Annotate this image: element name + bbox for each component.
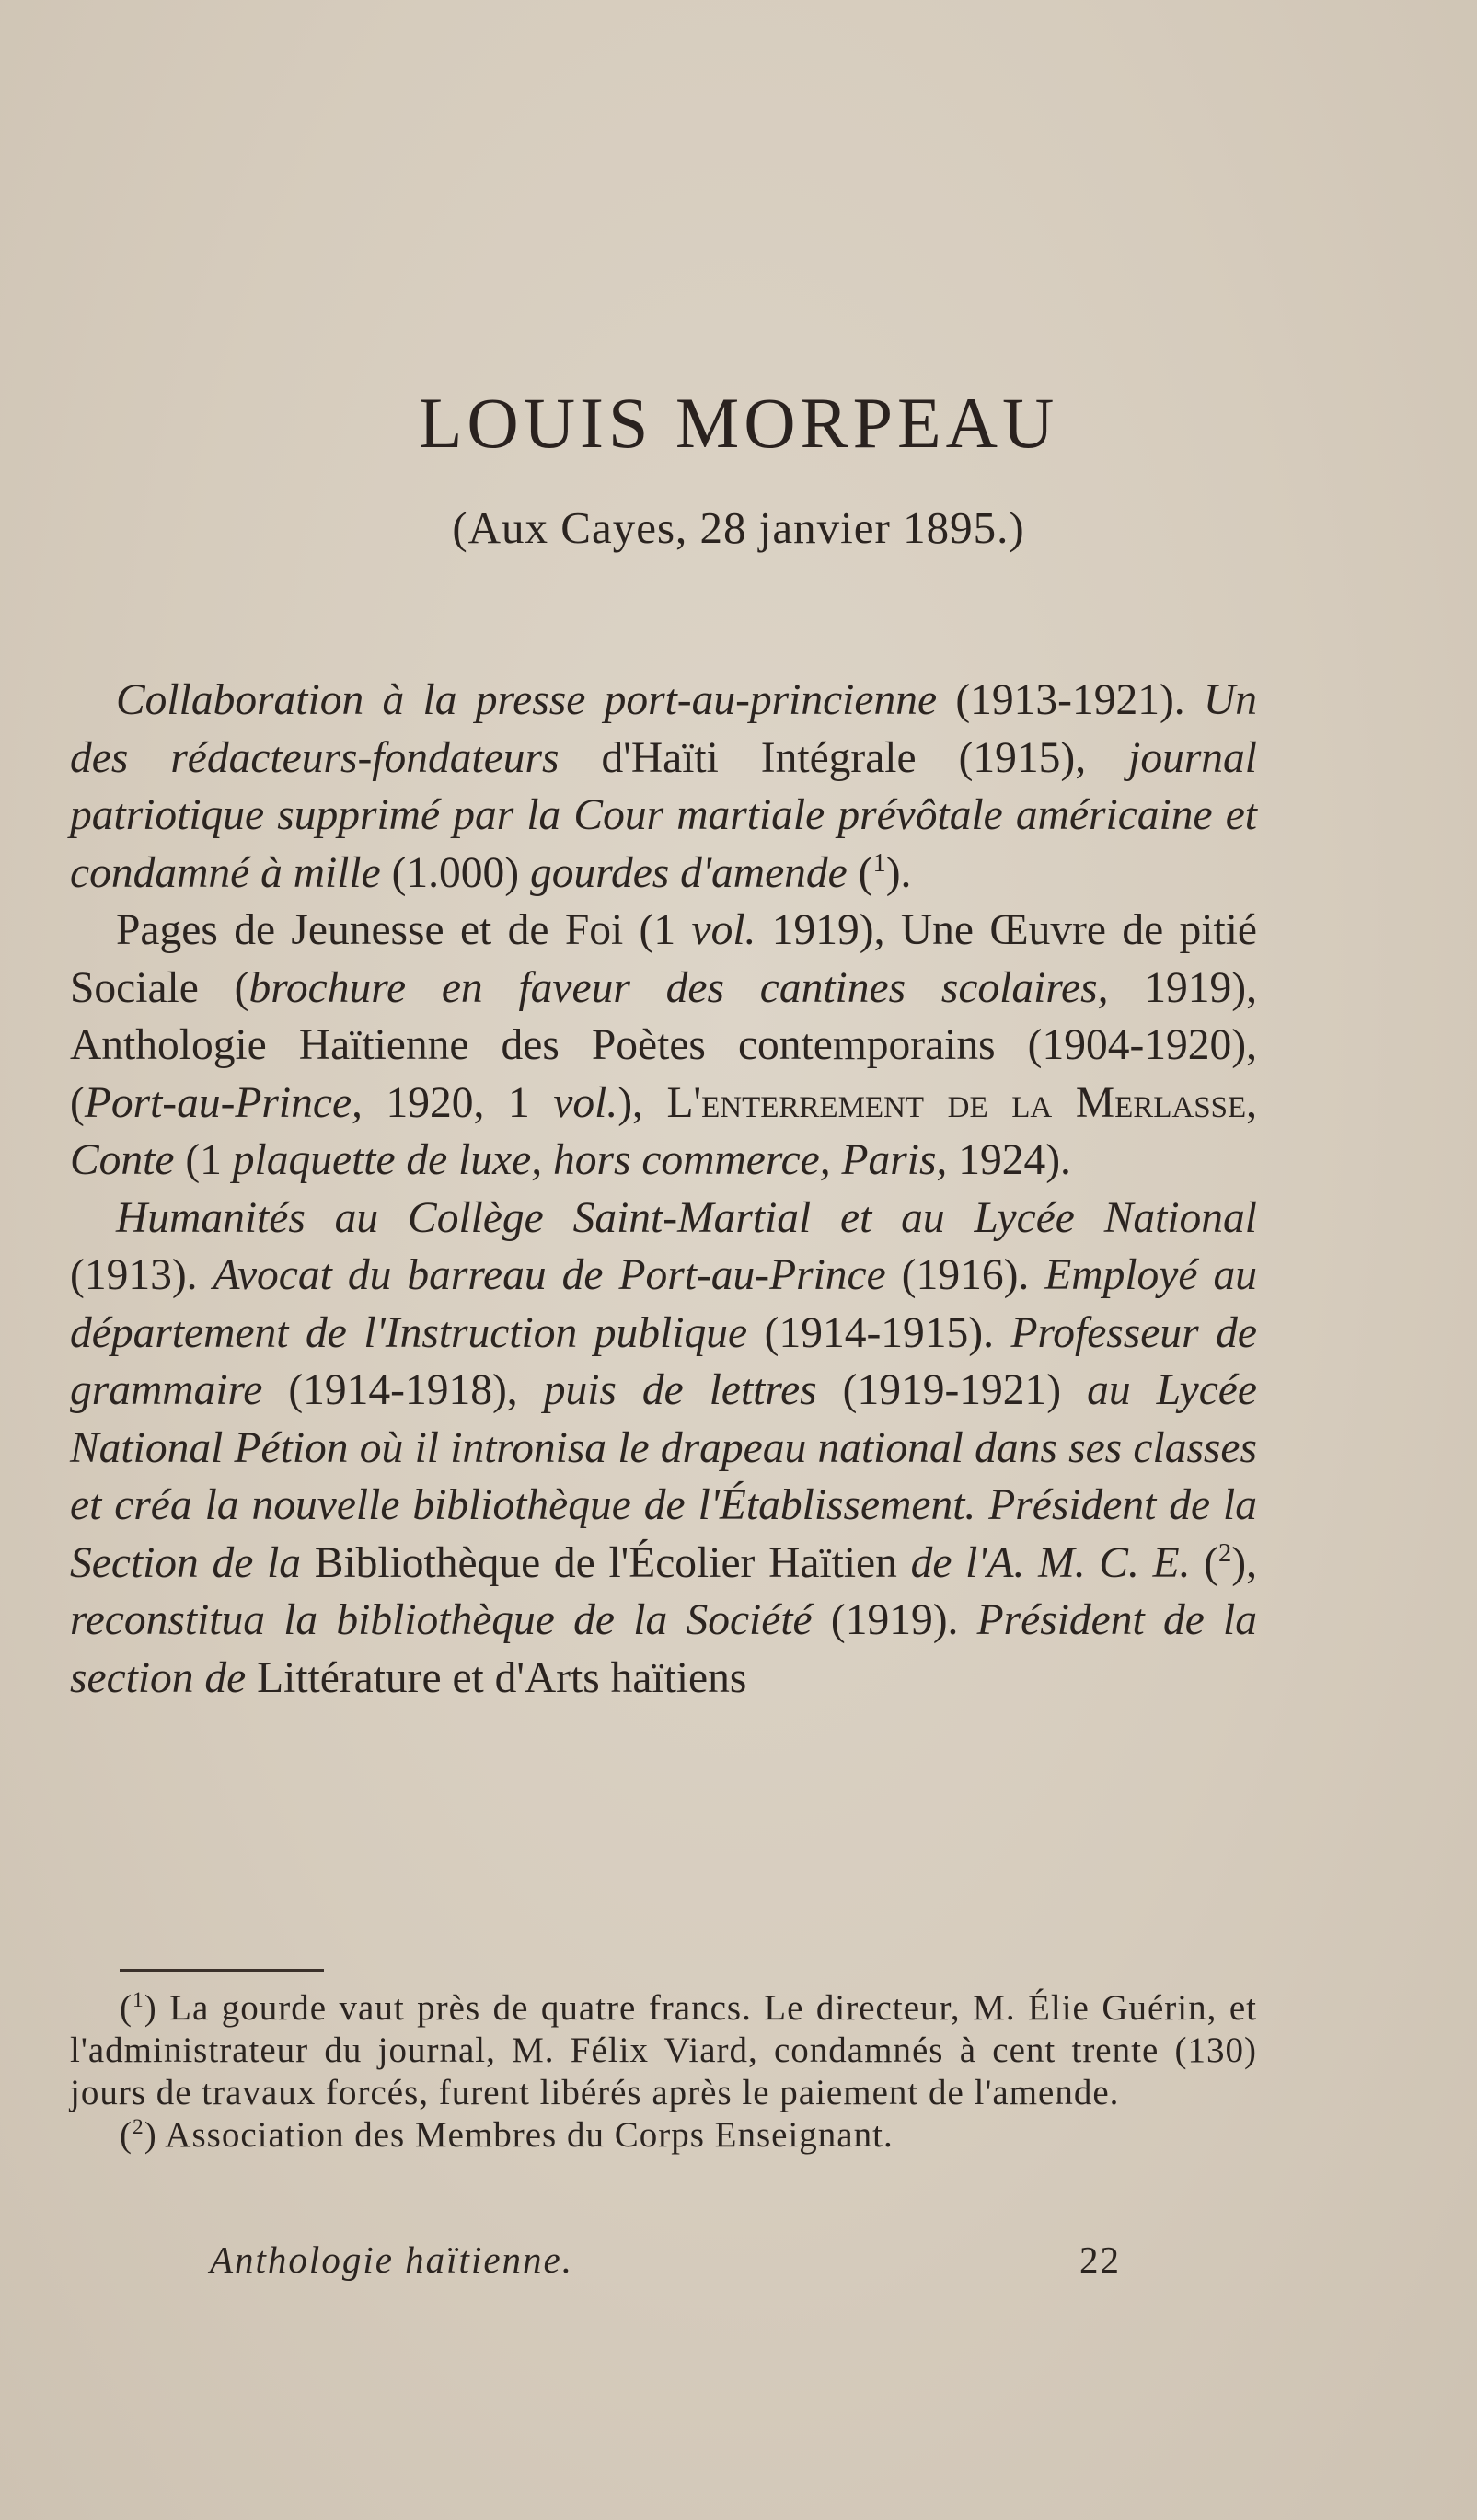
text-span: brochure en faveur des cantines scolaires, (248, 963, 1109, 1012)
paragraph-2 (70, 902, 1257, 1190)
footnote-ref-1[interactable]: 1 (872, 848, 886, 878)
text-span: (1914-1915). (747, 1308, 1011, 1357)
text-span: (1.000) (380, 848, 530, 897)
text-span: Pages de Jeunesse et de Foi (1 (116, 906, 692, 954)
text-span: Conte (70, 1136, 175, 1184)
text-span: 1919), Anthologie Haïtienne des Poètes contemporains (1904-1920), ( (70, 963, 1257, 1127)
paragraph-3 (70, 1190, 1257, 1708)
text-span: (1916). (885, 1251, 1045, 1299)
footnote-2: ($^2$) Association des Membres du Corps Enseignant. (120, 2115, 894, 2155)
text-span: (1 (174, 1136, 233, 1184)
text-span: ( (847, 848, 873, 897)
page-title: LOUIS MORPEAU (418, 383, 1059, 463)
text-span: reconstitua la bibliothèque de la Société (70, 1596, 813, 1644)
text-span: ), (617, 1078, 667, 1127)
footnote-ref-2[interactable]: 2 (1218, 1538, 1232, 1568)
text-span: (1913-1921). (937, 676, 1204, 724)
footnote-text: Association des Membres du Corps Enseignant. (156, 2115, 894, 2155)
text-span: au Lycée National Pétion où il intronisa le drapeau national dans ses classes et créa la nouvelle bibliothèque de l'Établissement. Président de la Section de la (70, 1366, 1257, 1587)
text-span: ). (885, 848, 912, 897)
text-span: Professeur de grammaire (70, 1308, 1257, 1414)
text-span: Un des rédacteurs-fondateurs (70, 676, 1257, 782)
text-span: (1914-1918), (262, 1366, 544, 1414)
biography-body (70, 672, 1257, 1707)
text-span: ), (1231, 1538, 1257, 1587)
text-span: Littérature et d'Arts haïtiens (246, 1653, 747, 1702)
text-span: de l'A. M. C. E. (910, 1538, 1191, 1587)
text-span: Employé au département de l'Instruction publique (70, 1251, 1258, 1357)
text-span: Président de la section de (70, 1596, 1258, 1702)
footnote-marker: 2 (133, 2115, 144, 2139)
footnote-1: ($^1$) La gourde vaut près de quatre francs. Le directeur, M. Élie Guérin, et l'administrateur du journal, M. Félix Viard, condamnés à cent trente (130) jours de travaux forcés, furent libérés après le paiement de l'amende. (70, 1988, 1257, 2112)
text-span: puis de lettres (543, 1366, 817, 1414)
text-span: Collaboration à la presse port-au-princienne (116, 676, 938, 724)
text-span: d'Haïti Intégrale (1915), (559, 733, 1129, 782)
text-span: Bibliothèque de l'Écolier Haïtien (301, 1538, 911, 1587)
text-span: (1913). (70, 1251, 213, 1299)
footnote-divider (120, 1969, 324, 1972)
text-span: 1924). (947, 1136, 1071, 1184)
text-span: vol. (691, 906, 756, 954)
page-number: 22 (1079, 2238, 1121, 2281)
text-span: ( (1190, 1538, 1219, 1587)
text-span: vol. (553, 1078, 618, 1127)
text-span: (1919-1921) (816, 1366, 1088, 1414)
footnote-text: La gourde vaut près de quatre francs. Le directeur, M. Élie Guérin, et l'administrateur du journal, M. Félix Viard, condamnés à cent trente (130) jours de travaux forcés, furent libérés après le paiement de l'amende. (70, 1988, 1257, 2112)
text-span: Humanités au Collège Saint-Martial et au Lycée National (116, 1193, 1257, 1242)
text-span: 1920, 1 (362, 1078, 554, 1127)
page-subtitle: (Aux Cayes, 28 janvier 1895.) (452, 502, 1025, 553)
paragraph-1 (70, 672, 1257, 902)
text-span: journal patriotique supprimé par la Cour martiale prévôtale américaine et condamné à mille (70, 733, 1258, 897)
text-span: Port-au-Prince, (84, 1078, 363, 1127)
footnotes (70, 1987, 1257, 2157)
footnote-marker: 1 (133, 1988, 144, 2012)
text-span: gourdes d'amende (529, 848, 848, 897)
text-span: , (1246, 1078, 1257, 1127)
book-title-footer: Anthologie haïtienne. (210, 2238, 573, 2281)
text-span: Avocat du barreau de Port-au-Prince (213, 1251, 886, 1299)
text-span: L'enterrement de la Merlasse (666, 1078, 1247, 1127)
text-span: plaquette de luxe, hors commerce, Paris, (232, 1136, 948, 1184)
text-span: (1919). (812, 1596, 977, 1644)
page-footer (210, 2238, 1121, 2282)
text-span: 1919), Une Œuvre de pitié Sociale ( (70, 906, 1257, 1012)
